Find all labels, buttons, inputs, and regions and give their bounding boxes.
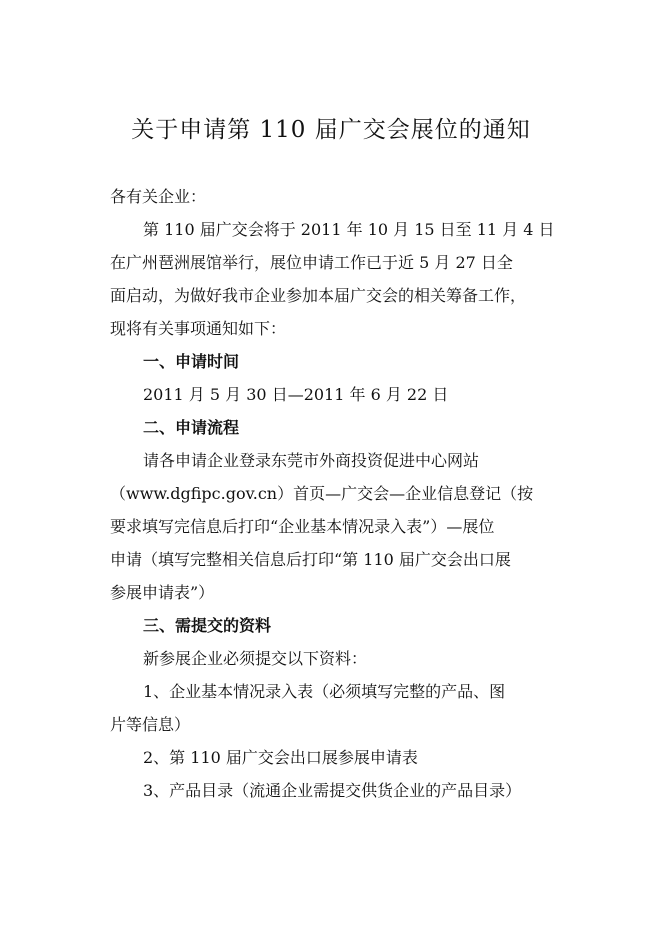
list-item: 1、企业基本情况录入表（必须填写完整的产品、图 [143, 682, 506, 701]
salutation: 各有关企业： [110, 187, 207, 206]
content-line: 请各申请企业登录东莞市外商投资促进中心网站 [143, 451, 480, 470]
document-title: 关于申请第 110 届广交会展位的通知 [131, 117, 531, 143]
intro-line: 第 110 届广交会将于 2011 年 10 月 15 日至 11 月 4 日 [143, 220, 555, 239]
intro-paragraph [110, 213, 554, 345]
content-line: 新参展企业必须提交以下资料： [143, 649, 368, 668]
section-heading-required-materials: 三、需提交的资料 [143, 616, 272, 635]
section-heading-application-time: 一、申请时间 [143, 352, 240, 371]
section-content-application-process [110, 444, 554, 609]
list-item: 3、产品目录（流通企业需提交供货企业的产品目录） [143, 781, 522, 800]
content-line: 参展申请表”） [110, 583, 215, 602]
section-content-application-time [110, 378, 554, 411]
intro-line: 面启动，为做好我市企业参加本届广交会的相关筹备工作， [110, 286, 527, 305]
content-line: 2011 月 5 月 30 日—2011 年 6 月 22 日 [143, 385, 449, 404]
list-item: 2、第 110 届广交会出口展参展申请表 [143, 748, 418, 767]
content-line: 要求填写完信息后打印“企业基本情况录入表”）—展位 [110, 517, 495, 536]
document-body [110, 180, 554, 807]
section-content-required-materials [110, 642, 554, 807]
content-line: 片等信息） [110, 715, 191, 734]
section-heading-application-process: 二、申请流程 [143, 418, 240, 437]
intro-line: 在广州琶洲展馆举行，展位申请工作已于近 5 月 27 日全 [110, 253, 513, 272]
content-line: （www.dgfipc.gov.cn）首页—广交会—企业信息登记（按 [110, 484, 534, 503]
intro-line: 现将有关事项通知如下： [110, 319, 287, 338]
content-line: 申请（填写完整相关信息后打印“第 110 届广交会出口展 [110, 550, 511, 569]
